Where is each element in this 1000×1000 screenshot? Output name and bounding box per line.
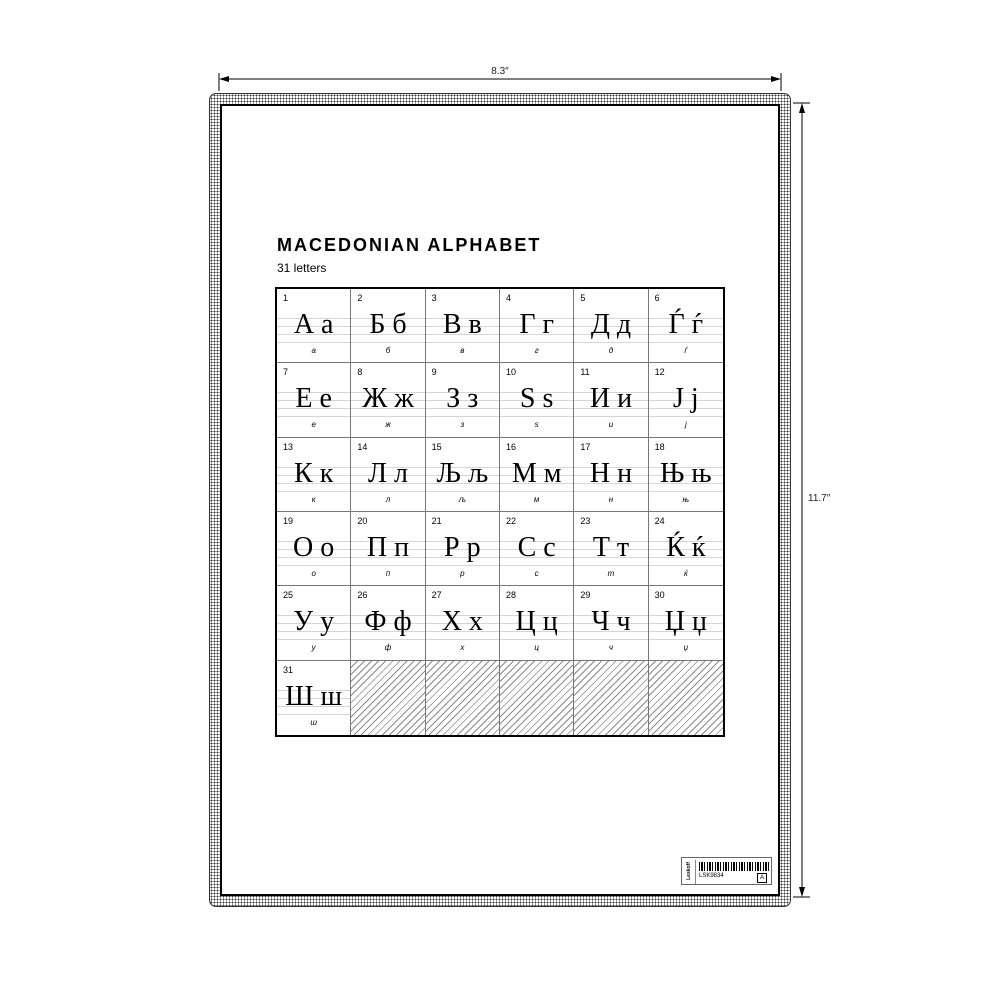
letter-glyph: К к — [294, 457, 334, 489]
letter-glyph: Ф ф — [364, 606, 412, 638]
letter-cell — [351, 586, 425, 660]
letter-italic: н — [608, 494, 614, 504]
letter-glyph: Л л — [368, 457, 408, 489]
letter-italic: е — [311, 420, 316, 430]
empty-hatched-cell — [351, 661, 425, 735]
letter-cell — [574, 586, 648, 660]
letter-number: 4 — [506, 293, 512, 303]
letter-glyph: И и — [589, 383, 633, 415]
letter-cell — [426, 438, 500, 512]
letter-cell — [500, 363, 574, 437]
letter-number: 24 — [654, 516, 665, 526]
letter-italic: ѓ — [684, 346, 688, 355]
letter-number: 19 — [283, 516, 294, 526]
letter-cell — [500, 289, 574, 363]
letter-italic: м — [533, 494, 540, 504]
letter-italic: ф — [384, 643, 392, 653]
letter-number: 8 — [357, 367, 363, 378]
brand-logo — [683, 860, 696, 884]
letter-cell — [574, 289, 648, 363]
letter-italic: њ — [682, 494, 690, 504]
letter-italic: п — [385, 569, 391, 578]
letter-number: 9 — [431, 367, 437, 378]
letter-cell — [649, 586, 723, 660]
letter-cell — [574, 363, 648, 437]
letter-number: 17 — [580, 441, 591, 452]
letter-number: 31 — [283, 664, 294, 675]
letter-italic: г — [534, 346, 539, 355]
letter-italic: р — [460, 569, 465, 578]
revision-badge: A — [757, 873, 767, 883]
letter-cell — [426, 363, 500, 437]
letter-glyph: Ѕ ѕ — [519, 383, 554, 415]
letter-glyph: Г г — [519, 309, 554, 340]
letter-number: 23 — [580, 516, 591, 526]
letter-italic: х — [460, 643, 465, 653]
letter-glyph: Ц ц — [515, 606, 558, 638]
letter-cell — [574, 512, 648, 586]
empty-hatched-cell — [500, 661, 574, 735]
letter-number: 22 — [506, 516, 517, 526]
letter-cell — [277, 661, 351, 735]
letter-glyph: Ј ј — [672, 383, 699, 415]
page-subtitle: 31 letters — [277, 261, 327, 275]
letter-number: 26 — [357, 590, 368, 601]
letter-number: 29 — [580, 590, 591, 601]
letter-cell — [500, 586, 574, 660]
alphabet-grid — [275, 287, 725, 737]
letter-italic: в — [460, 346, 465, 355]
letter-glyph: П п — [366, 532, 410, 563]
letter-glyph: Н н — [589, 457, 633, 489]
product-code: LSK9834 — [699, 873, 724, 879]
letter-number: 30 — [654, 590, 665, 601]
letter-number: 12 — [654, 367, 665, 378]
letter-number: 14 — [357, 441, 368, 452]
letter-glyph: Ч ч — [591, 606, 631, 638]
letter-glyph: В в — [442, 309, 482, 340]
letter-number: 7 — [283, 367, 289, 378]
letter-italic: ј — [684, 420, 687, 430]
letter-number: 15 — [431, 441, 442, 452]
letter-italic: д — [608, 346, 614, 355]
empty-hatched-cell — [574, 661, 648, 735]
letter-italic: ж — [385, 420, 391, 430]
letter-italic: ш — [310, 717, 317, 727]
letter-cell — [277, 586, 351, 660]
letter-number: 25 — [283, 590, 294, 601]
letter-cell — [649, 512, 723, 586]
letter-number: 6 — [654, 293, 660, 303]
letter-number: 28 — [506, 590, 517, 601]
letter-number: 20 — [357, 516, 368, 526]
page-title: MACEDONIAN ALPHABET — [277, 235, 542, 255]
letter-glyph: Б б — [369, 309, 407, 340]
letter-glyph: Р р — [444, 532, 481, 563]
letter-glyph: Х х — [441, 606, 483, 638]
letter-italic: а — [311, 346, 316, 355]
letter-glyph: Д д — [590, 309, 632, 340]
empty-hatched-cell — [649, 661, 723, 735]
letter-cell — [649, 438, 723, 512]
letter-glyph: С с — [517, 532, 556, 563]
letter-italic: у — [311, 643, 316, 653]
letter-italic: б — [385, 346, 391, 355]
letter-number: 16 — [506, 441, 517, 452]
height-dimension-label: 11.7″ — [808, 493, 831, 504]
letter-italic: к — [311, 494, 316, 504]
letter-italic: о — [311, 569, 316, 578]
letter-cell — [351, 438, 425, 512]
empty-hatched-cell — [426, 661, 500, 735]
letter-cell — [649, 289, 723, 363]
letter-cell — [426, 512, 500, 586]
letter-italic: ѕ — [534, 420, 539, 430]
letter-cell — [277, 289, 351, 363]
letter-glyph: З з — [446, 383, 479, 415]
letter-cell — [426, 586, 500, 660]
letter-glyph: У у — [293, 606, 335, 638]
letter-number: 11 — [580, 367, 590, 378]
letter-cell — [351, 363, 425, 437]
brand-name: Leskoff — [686, 862, 692, 880]
letter-cell — [426, 289, 500, 363]
letter-glyph: Т т — [592, 532, 630, 563]
product-label — [681, 857, 772, 885]
letter-glyph: А а — [293, 309, 334, 340]
letter-italic: ќ — [683, 569, 688, 578]
letter-glyph: Ѓ ѓ — [668, 309, 704, 340]
letter-number: 3 — [431, 293, 437, 303]
letter-glyph: Џ џ — [664, 606, 707, 638]
letter-cell — [351, 289, 425, 363]
letter-cell — [277, 438, 351, 512]
letter-italic: л — [385, 494, 391, 504]
letter-glyph: Е е — [295, 383, 332, 415]
letter-cell — [277, 363, 351, 437]
letter-number: 21 — [431, 516, 442, 526]
letter-cell — [351, 512, 425, 586]
letter-glyph: М м — [511, 457, 562, 489]
letter-italic: љ — [458, 494, 466, 504]
letter-cell — [649, 363, 723, 437]
letter-italic: и — [608, 420, 614, 430]
letter-number: 18 — [654, 441, 665, 452]
letter-cell — [277, 512, 351, 586]
letter-number: 10 — [506, 367, 517, 378]
letter-cell — [500, 438, 574, 512]
letter-italic: з — [460, 420, 465, 430]
letter-italic: џ — [683, 643, 689, 653]
letter-glyph: Њ њ — [659, 457, 712, 489]
letter-italic: т — [607, 569, 615, 578]
barcode-icon — [699, 862, 769, 871]
letter-glyph: Ќ ќ — [666, 532, 706, 563]
letter-glyph: Ш ш — [285, 680, 343, 712]
letter-number: 5 — [580, 293, 586, 303]
letter-number: 2 — [357, 293, 363, 303]
letter-italic: ц — [534, 643, 539, 653]
width-dimension-label: 8.3″ — [491, 66, 509, 77]
letter-cell — [500, 512, 574, 586]
letter-italic: ч — [608, 643, 614, 653]
letter-number: 1 — [283, 293, 289, 303]
letter-cell — [574, 438, 648, 512]
letter-glyph: Ж ж — [362, 383, 414, 415]
letter-number: 27 — [431, 590, 442, 601]
letter-glyph: Љ љ — [436, 457, 489, 489]
letter-italic: с — [534, 569, 539, 578]
letter-number: 13 — [283, 441, 294, 452]
letter-glyph: О о — [293, 532, 335, 563]
